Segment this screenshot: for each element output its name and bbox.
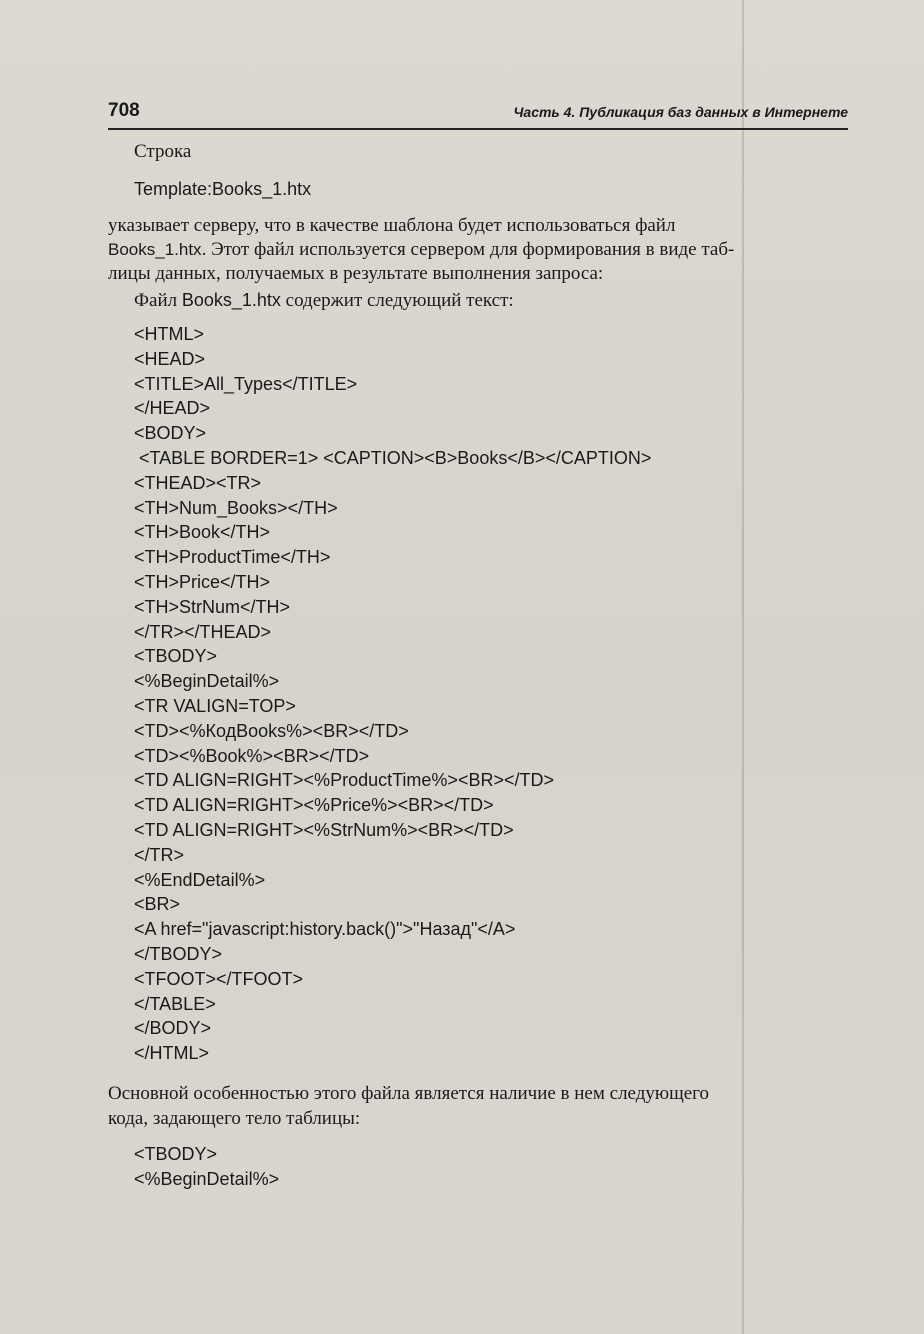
code-line: <TABLE BORDER=1> <CAPTION><B>Books</B></CAPTION> <box>134 447 652 468</box>
outro-line-1: Основной особенностью этого файла является наличие в нем следующего <box>108 1083 709 1104</box>
intro-paragraph-line-1: указывает серверу, что в качестве шаблона будет использоваться файл <box>108 215 676 236</box>
code-line: </TR></THEAD> <box>134 621 272 642</box>
code-line: <TH>StrNum</TH> <box>134 596 291 617</box>
running-head: Часть 4. Публикация баз данных в Интернете <box>513 104 848 120</box>
code-line: <%BeginDetail%> <box>134 1168 280 1189</box>
code-line: <TH>ProductTime</TH> <box>134 547 331 568</box>
code-line: <TH>Book</TH> <box>134 522 271 543</box>
code-listing <box>134 322 834 1066</box>
code-line: <HEAD> <box>134 348 206 369</box>
code-line: <TR VALIGN=TOP> <box>134 695 296 716</box>
code-line: </TBODY> <box>134 943 223 964</box>
code-line: <TITLE>All_Types</TITLE> <box>134 373 358 394</box>
code-line: <TH>Price</TH> <box>134 571 271 592</box>
code-line: <TBODY> <box>134 1144 218 1164</box>
intro-line-stroka: Строка <box>134 141 192 162</box>
code-line: <TBODY> <box>134 646 218 667</box>
code-line: <%EndDetail%> <box>134 869 266 890</box>
code-line: </TR> <box>134 844 185 865</box>
page-number: 708 <box>108 100 140 121</box>
code-line: <%BeginDetail%> <box>134 671 280 692</box>
code-line: <BODY> <box>134 423 207 444</box>
file-line-name: Books_1.htx <box>181 290 281 310</box>
code-line: <BR> <box>134 894 181 915</box>
file-contents-intro <box>108 288 874 313</box>
intro-paragraph-line-2 <box>108 238 848 262</box>
intro-paragraph-line-2-text: . Этот файл используется сервером для формирования в виде таб- <box>201 239 735 260</box>
code-line: </BODY> <box>134 1018 212 1039</box>
code-line: <A href="javascript:history.back()">"Назад"</A> <box>134 919 516 940</box>
filename-inline: Books_1.htx <box>108 240 202 259</box>
page-header <box>108 100 848 130</box>
code-line: <THEAD><TR> <box>134 472 262 493</box>
code-listing-2 <box>134 1142 834 1192</box>
file-line-post: содержит следующий текст: <box>280 290 514 311</box>
code-line: <TD ALIGN=RIGHT><%ProductTime%><BR></TD> <box>134 770 554 791</box>
code-line: <TD><%Book%><BR></TD> <box>134 745 370 766</box>
outro-line-2: кода, задающего тело таблицы: <box>108 1108 361 1129</box>
code-line: <TFOOT></TFOOT> <box>134 968 304 989</box>
code-line: </HEAD> <box>134 398 211 419</box>
intro-paragraph-line-3: лицы данных, получаемых в результате выполнения запроса: <box>108 263 604 284</box>
template-line: Template:Books_1.htx <box>134 179 312 199</box>
code-line: </TABLE> <box>134 993 216 1014</box>
file-line-pre: Файл <box>134 290 182 311</box>
code-line: <TD><%КодBooks%><BR></TD> <box>134 720 409 741</box>
code-line: <HTML> <box>134 324 205 344</box>
code-line: <TD ALIGN=RIGHT><%StrNum%><BR></TD> <box>134 819 514 840</box>
code-line: <TD ALIGN=RIGHT><%Price%><BR></TD> <box>134 795 494 816</box>
code-line: <TH>Num_Books></TH> <box>134 497 338 518</box>
code-line: </HTML> <box>134 1043 210 1064</box>
